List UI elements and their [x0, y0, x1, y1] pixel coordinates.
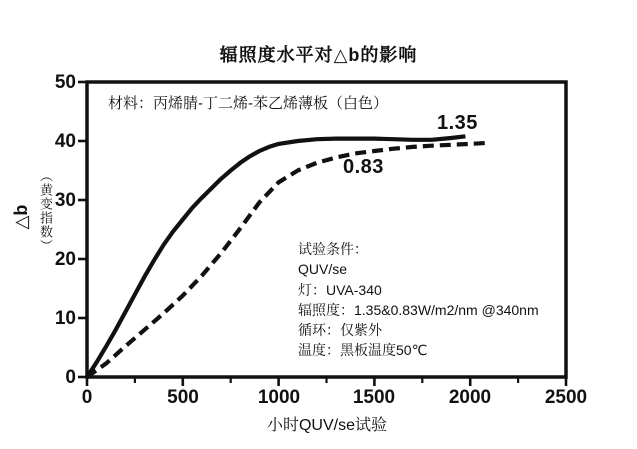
chart-title: 辐照度水平对△b的影响 — [219, 45, 418, 65]
x-tick-label: 1000 — [257, 387, 301, 408]
condition-line: 试验条件： — [298, 241, 368, 257]
condition-line: 辐照度：1.35&0.83W/m2/nm @340nm — [298, 301, 539, 318]
x-tick-label: 2500 — [544, 387, 588, 408]
y-tick-label: 0 — [65, 367, 76, 388]
y-axis-subtitle: （黄变指数） — [38, 169, 53, 253]
x-tick-label: 500 — [167, 387, 199, 408]
condition-line: 循环：仅紫外 — [298, 322, 382, 339]
x-axis-title: 小时QUV/se试验 — [266, 417, 388, 434]
condition-line: 温度：黑板温度50℃ — [298, 342, 428, 359]
test-conditions-block — [298, 239, 539, 361]
y-axis-title: △b — [11, 204, 31, 230]
y-tick-label: 40 — [54, 131, 76, 152]
y-tick-label: 20 — [54, 249, 76, 270]
x-tick-label: 0 — [81, 387, 93, 408]
series-label-low-irradiance: 0.83 — [343, 156, 384, 178]
y-tick-label: 50 — [54, 72, 76, 93]
material-note: 材料：丙烯腈-丁二烯-苯乙烯薄板（白色） — [108, 95, 388, 112]
x-tick-label: 1500 — [352, 387, 396, 408]
x-tick-label: 2000 — [448, 387, 492, 408]
condition-line: QUV/se — [298, 261, 348, 278]
y-tick-label: 30 — [54, 190, 76, 211]
condition-line: 灯：UVA-340 — [298, 281, 382, 298]
series-label-high-irradiance: 1.35 — [437, 112, 478, 134]
y-tick-label: 10 — [54, 308, 76, 329]
